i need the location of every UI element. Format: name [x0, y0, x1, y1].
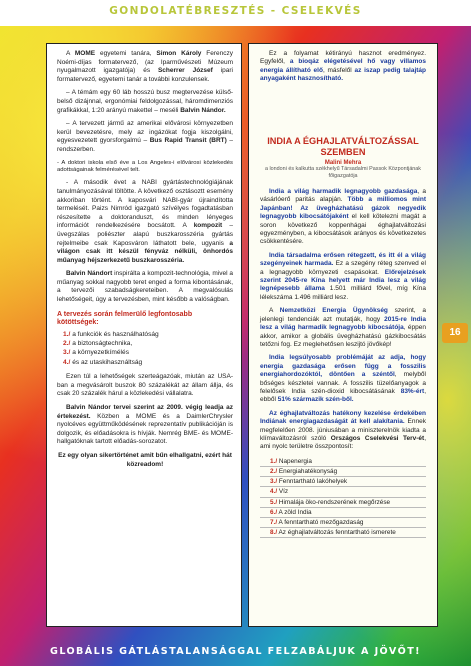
- paragraph: A MOME egyetemi tanára, Simon Károly Ferenczy Noémi-díjas formatervező, (az Iparművészeti Múzeum nyugalmazott igazgatója) és Scherrer József ipari formatervező, egyetemi tanár a további konzulensek.: [57, 50, 233, 83]
- paragraph: – A tervezett jármű az amerikai elővárosi környezetben kerül bevezetésre, mely az ingázókat fogja kiszolgálni, egyesvezetett gyorsforgalmú – Bus Rapid Transit (BRT) – rendszerben.: [57, 120, 234, 153]
- section-title: INDIA A ÉGHAJLATVÁLTOZÁSSAL SZEMBEN: [267, 136, 419, 157]
- constraints-title: A tervezés során felmerülő legfontosabb kötöttségek:: [57, 310, 193, 327]
- paragraph: - A doktori iskola első éve a Los Angeles-i elővárosi közlekedés adottságainak felmérésével telt.: [57, 159, 233, 173]
- constraints-list: [57, 331, 233, 368]
- author-affiliation: a londoni és kalkutta székhelyű Társadalmi Passok Központjának főigazgatója: [264, 166, 422, 179]
- footer-title: GLOBÁLIS GÁTLÁSTALANSÁGGAL FELZABÁLJUK A JÖVŐT!: [50, 646, 421, 657]
- list-item: 4./ Víz: [260, 487, 426, 497]
- article-box: [252, 106, 434, 624]
- list-item: 1./ Napenergia: [260, 457, 426, 467]
- header-title: GONDOLATÉBRESZTÉS - CSELEKVÉS: [109, 5, 362, 17]
- list-item: 6./ A zöld India: [260, 508, 426, 518]
- list-item: 2./ Energiahatékonyság: [260, 467, 426, 477]
- list-item: 5./ Himalája öko-rendszerének megőrzése: [260, 498, 426, 508]
- footer-bar: [0, 638, 471, 666]
- paragraph: India legsúlyosabb problémáját az adja, hogy energia gazdasága erősen függ a fosszilis energiahordozóktól, döntően a széntől, melyből bőséges készletei vannak. A fosszilis tüzelőanyagok a felelősek India szén-dioxid kibocsátásának 83%-ért, ebből 51% származik szén-ből.: [260, 354, 426, 404]
- list-item: 7./ A fenntartható mezőgazdaság: [260, 518, 426, 528]
- author-name: Malini Mehra: [324, 160, 362, 166]
- paragraph: Balvin Nándor tervei szerint az 2009. végig leadja az értekezést. Közben a MOME és a DaimlerChrysler nyolcéves együttműködésének reprezentatív publikációján is dolgozik, és előadásokra is hívják. Nemrég BME- és MOME-hallgatóknak tartott előadás-sorozatot.: [57, 404, 233, 446]
- paragraph: Balvin Nándort inspirálta a kompozit-technológia, mivel a műanyag sokkal nagyobb teret enged a forma kibontásának, a tervezői szabadságkereteiben. A megvalósulás lehetőségeit, úgy a tervezésben, mint később a valóságban.: [57, 270, 233, 304]
- right-column: [248, 43, 438, 627]
- intro-box: [252, 47, 434, 103]
- paragraph: – A témám egy 60 láb hosszú busz megtervezése külső-belső dizájnnal, ergonómiai feldolgozással, háromdimenziós grafikákkal, 1:20 arányú makettel – meséli Balvin Nándor.: [57, 89, 233, 114]
- header-bar: [0, 0, 471, 26]
- list-item: 4./ és az utaskihasználtság: [63, 358, 143, 366]
- paragraph: India a világ harmadik legnagyobb gazdasága, a vásárlóerő paritás alapján. Több a milliomos mint Japánban! Az üvegházhatású gázok negyedik legnagyobb kibocsátójaként el kell kötelezni magát a soron következő koppenhágai éghajlatváltozási egyezményben, a kibocsátások arányos és következetes csökkentésére.: [260, 188, 426, 246]
- list-item: 2./ a biztonságtechnika,: [63, 340, 133, 348]
- paragraph: India társadalma erősen rétegzett, és itt él a világ szegényeinek harmada. Ez a szegény réteg szenved el a legnagyobb környezeti csapásokat. Előrejelzések szerint 2045-re Kína helyett már India lesz a világ legnépesebb állama 1.501 milliárd fővel, míg Kína lélekszáma 1.496 milliárd lesz.: [260, 251, 426, 301]
- paragraph: - A második évet a NABI gyártástechnológiájának tanulmányozásával töltötte. A következő osztásoztt esemény akkoriban történt. A kaposvári NABI-gyár újraindította termelését. Paizs Nimród igazgató szívélyes fogadtatásban részesítette a doktoranduszt, és minden lényeges információt rendelkezésére bocsátott. A kompozit – üvegszálas poliészter alapú buszkarosszéria gyártás rejtelmeibe csak Kaposváron láthatott bele, ugyanis a világon csak itt készül fényváz nélküli, önhordós műanyag héjszerkezetű buszkarosszéria.: [57, 179, 233, 264]
- page-number: 16: [442, 323, 468, 343]
- paragraph: Ez a folyamat kétirányú hasznot eredményez. Egyfelől, a bioqáz elégetésével hő vagy villamos energia állítható elő, másfelől az iszap pedig talajtáp anyagaként hasznosítható.: [260, 50, 426, 83]
- paragraph: A Nemzetközi Energia Ügynökség szerint, a jelenlegi tendenciák azt mutatják, hogy 2015-re India lesz a világ harmadik legnagyobb kibocsátója, éppen akkor, amikor a globális üvegházhatású gázkibocsátás tetőzni fog. Ez meglehetősen leszijtó jövőkép!: [260, 307, 426, 348]
- closing-paragraph: Ez egy olyan sikertörténet amit bűn elhallgatni, ezért hát közreadom!: [58, 452, 232, 468]
- list-item: 8./ Az éghajlatváltozás fenntartható ismerete: [260, 528, 426, 538]
- list-item: 3./ a környezetkímélés: [63, 349, 129, 357]
- action-plan-list: [260, 457, 426, 539]
- left-column: [46, 43, 242, 627]
- paragraph: Az éghajlatváltozás hatékony kezelése érdekében Indiának energiagazdaságát át kell alakítania. Ennek megfelelően 2008. júniusában a miniszterelnök kiadta a klímaváltozásról szóló Országos Cselekvési Terv-ét, ami nyolc területre összpontosít:: [260, 409, 426, 451]
- list-item: 1./ a funkciók és használhatóság: [63, 330, 159, 338]
- paragraph: Ezen túl a lehetőségek szerteágazóak, miután az USA-ban a megvásárolt buszok 80 százalékát az állam állja, és csak 20 százalék hárul a közlekedési vállalatra.: [57, 373, 233, 398]
- list-item: 3./ Fenntartható lakóhelyek: [260, 477, 426, 487]
